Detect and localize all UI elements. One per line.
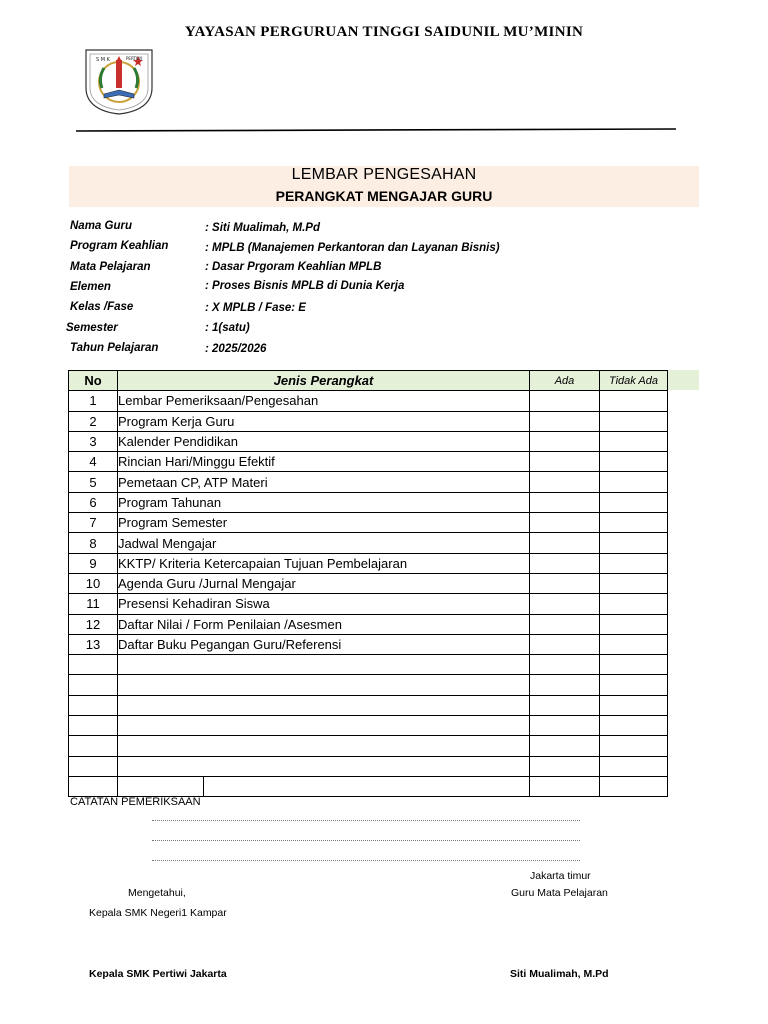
- notes-line[interactable]: [152, 820, 580, 821]
- ada-cell[interactable]: [530, 573, 600, 593]
- row-number: 4: [69, 452, 118, 472]
- empty-cell[interactable]: [69, 695, 118, 715]
- notes-line[interactable]: [152, 860, 580, 861]
- foundation-title: YAYASAN PERGURUAN TINGGI SAIDUNIL MU’MININ: [184, 24, 584, 40]
- empty-cell[interactable]: [600, 716, 668, 736]
- empty-cell[interactable]: [600, 736, 668, 756]
- ada-cell[interactable]: [530, 634, 600, 654]
- table-row: [69, 594, 668, 614]
- empty-row: [69, 695, 668, 715]
- row-jenis: Rincian Hari/Minggu Efektif: [118, 452, 530, 472]
- empty-cell[interactable]: [600, 756, 668, 776]
- ada-cell[interactable]: [530, 594, 600, 614]
- empty-cell[interactable]: [530, 716, 600, 736]
- ada-cell[interactable]: [530, 553, 600, 573]
- row-number: 5: [69, 472, 118, 492]
- signature-right-name: Siti Mualimah, M.Pd: [510, 968, 609, 980]
- table-header-extension: [667, 370, 699, 390]
- row-number: 6: [69, 492, 118, 512]
- empty-cell[interactable]: [600, 776, 668, 796]
- table-row: [69, 614, 668, 634]
- school-logo: [82, 48, 156, 116]
- tidak-ada-cell[interactable]: [600, 533, 668, 553]
- info-value-tahun-pelajaran: : 2025/2026: [205, 343, 267, 355]
- info-label-elemen: Elemen: [70, 281, 111, 293]
- empty-cell[interactable]: [69, 675, 118, 695]
- tidak-ada-cell[interactable]: [600, 594, 668, 614]
- tidak-ada-cell[interactable]: [600, 634, 668, 654]
- info-value-nama-guru: : Siti Mualimah, M.Pd: [205, 222, 321, 234]
- empty-cell[interactable]: [118, 736, 530, 756]
- ada-cell[interactable]: [530, 492, 600, 512]
- tidak-ada-cell[interactable]: [600, 513, 668, 533]
- row-number: 12: [69, 614, 118, 634]
- empty-cell[interactable]: [600, 655, 668, 675]
- logo-text-right: PERTIWI: [126, 56, 143, 61]
- empty-cell[interactable]: [69, 756, 118, 776]
- table-row: [69, 533, 668, 553]
- table-row: [69, 553, 668, 573]
- row-jenis: Kalender Pendidikan: [118, 431, 530, 451]
- column-header-tidak-ada: Tidak Ada: [600, 371, 668, 391]
- row-number: 10: [69, 573, 118, 593]
- row-jenis: Pemetaan CP, ATP Materi: [118, 472, 530, 492]
- table-row: [69, 391, 668, 411]
- ada-cell[interactable]: [530, 614, 600, 634]
- row-number: 8: [69, 533, 118, 553]
- empty-row: [69, 675, 668, 695]
- empty-cell[interactable]: [530, 736, 600, 756]
- tidak-ada-cell[interactable]: [600, 452, 668, 472]
- empty-cell[interactable]: [118, 675, 530, 695]
- empty-cell[interactable]: [118, 655, 530, 675]
- table-row: [69, 452, 668, 472]
- row-number: 11: [69, 594, 118, 614]
- row-number: 2: [69, 411, 118, 431]
- row-jenis: Program Tahunan: [118, 492, 530, 512]
- page-title: LEMBAR PENGESAHAN: [291, 166, 477, 183]
- info-label-kelas-fase: Kelas /Fase: [70, 301, 134, 313]
- row-number: 1: [69, 391, 118, 411]
- info-label-nama-guru: Nama Guru: [70, 220, 132, 232]
- table-row: [69, 573, 668, 593]
- table-row: [69, 634, 668, 654]
- empty-cell[interactable]: [69, 716, 118, 736]
- empty-cell[interactable]: [118, 695, 530, 715]
- row-jenis: Daftar Nilai / Form Penilaian /Asesmen: [118, 614, 530, 634]
- row-number: 9: [69, 553, 118, 573]
- empty-cell[interactable]: [530, 675, 600, 695]
- table-row: [69, 472, 668, 492]
- ada-cell[interactable]: [530, 391, 600, 411]
- tidak-ada-cell[interactable]: [600, 411, 668, 431]
- tidak-ada-cell[interactable]: [600, 431, 668, 451]
- row-number: 7: [69, 513, 118, 533]
- info-value-mata-pelajaran: : Dasar Prgoram Keahlian MPLB: [205, 261, 382, 273]
- signature-left-name: Kepala SMK Pertiwi Jakarta: [89, 968, 227, 980]
- empty-cell[interactable]: [530, 776, 600, 796]
- column-header-jenis: Jenis Perangkat: [118, 371, 530, 391]
- signature-left-line1: Mengetahui,: [128, 887, 186, 899]
- row-jenis: Jadwal Mengajar: [118, 533, 530, 553]
- table-header-row: [69, 371, 668, 391]
- info-label-semester: Semester: [66, 322, 118, 334]
- row-jenis: Daftar Buku Pegangan Guru/Referensi: [118, 634, 530, 654]
- empty-row: [69, 736, 668, 756]
- notes-line[interactable]: [152, 840, 580, 841]
- empty-cell[interactable]: [530, 756, 600, 776]
- ada-cell[interactable]: [530, 533, 600, 553]
- tidak-ada-cell[interactable]: [600, 391, 668, 411]
- row-jenis: Program Kerja Guru: [118, 411, 530, 431]
- logo-text-left: S M K: [96, 57, 110, 63]
- empty-cell[interactable]: [600, 695, 668, 715]
- row-jenis: Presensi Kehadiran Siswa: [118, 594, 530, 614]
- ada-cell[interactable]: [530, 411, 600, 431]
- empty-row: [69, 655, 668, 675]
- table-row: [69, 431, 668, 451]
- notes-label: CATATAN PEMERIKSAAN: [70, 796, 201, 808]
- empty-cell[interactable]: [69, 776, 118, 796]
- signature-left-line2: Kepala SMK Negeri1 Kampar: [89, 907, 227, 919]
- table-row: [69, 492, 668, 512]
- ada-cell[interactable]: [530, 513, 600, 533]
- school-logo-emblem: [82, 48, 156, 116]
- info-value-elemen: : Proses Bisnis MPLB di Dunia Kerja: [205, 280, 405, 292]
- empty-cell[interactable]: [118, 756, 530, 776]
- tidak-ada-cell[interactable]: [600, 614, 668, 634]
- empty-cell[interactable]: [530, 695, 600, 715]
- info-label-mata-pelajaran: Mata Pelajaran: [70, 261, 151, 273]
- info-label-tahun-pelajaran: Tahun Pelajaran: [70, 342, 159, 354]
- tidak-ada-cell[interactable]: [600, 573, 668, 593]
- tidak-ada-cell[interactable]: [600, 472, 668, 492]
- signature-place: Jakarta timur: [530, 870, 591, 882]
- tidak-ada-cell[interactable]: [600, 492, 668, 512]
- column-header-ada: Ada: [530, 371, 600, 391]
- empty-row: [69, 776, 668, 796]
- ada-cell[interactable]: [530, 472, 600, 492]
- empty-cell[interactable]: [118, 776, 204, 796]
- empty-cell[interactable]: [204, 776, 530, 796]
- empty-cell[interactable]: [600, 675, 668, 695]
- table-row: [69, 513, 668, 533]
- ada-cell[interactable]: [530, 452, 600, 472]
- signature-right-role: Guru Mata Pelajaran: [511, 887, 608, 899]
- row-number: 3: [69, 431, 118, 451]
- ada-cell[interactable]: [530, 431, 600, 451]
- column-header-no: No: [69, 371, 118, 391]
- empty-cell[interactable]: [118, 716, 530, 736]
- empty-cell[interactable]: [69, 655, 118, 675]
- info-value-semester: : 1(satu): [205, 322, 250, 334]
- empty-row: [69, 756, 668, 776]
- row-jenis: Agenda Guru /Jurnal Mengajar: [118, 573, 530, 593]
- header-divider: [76, 128, 676, 132]
- page-subtitle: PERANGKAT MENGAJAR GURU: [275, 188, 493, 204]
- perangkat-table: [68, 370, 668, 797]
- empty-row: [69, 716, 668, 736]
- table-row: [69, 411, 668, 431]
- info-value-program-keahlian: : MPLB (Manajemen Perkantoran dan Layanan Bisnis): [205, 242, 500, 254]
- tidak-ada-cell[interactable]: [600, 553, 668, 573]
- info-value-kelas-fase: : X MPLB / Fase: E: [205, 302, 306, 314]
- empty-cell[interactable]: [69, 736, 118, 756]
- row-jenis: Lembar Pemeriksaan/Pengesahan: [118, 391, 530, 411]
- row-number: 13: [69, 634, 118, 654]
- info-label-program-keahlian: Program Keahlian: [70, 240, 169, 252]
- empty-cell[interactable]: [530, 655, 600, 675]
- row-jenis: KKTP/ Kriteria Ketercapaian Tujuan Pembelajaran: [118, 553, 530, 573]
- row-jenis: Program Semester: [118, 513, 530, 533]
